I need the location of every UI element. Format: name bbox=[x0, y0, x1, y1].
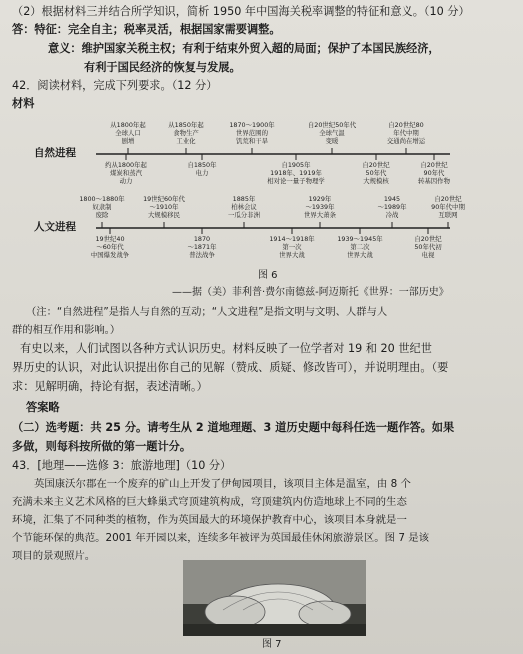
timeline-event-label: ～1989年 bbox=[377, 203, 407, 211]
answer-meaning-line2: 有利于国民经济的恢复与发展。 bbox=[84, 61, 241, 74]
timeline-event-label: 大规模核 bbox=[363, 177, 389, 185]
timeline-event-label: 互联网 bbox=[438, 211, 458, 219]
timeline-event-label: 第二次 bbox=[350, 243, 370, 251]
timeline-event-label: 废除 bbox=[95, 211, 109, 219]
timeline-event-label: 从1800年起 bbox=[110, 121, 146, 129]
timeline-event-label: 世界大萧条 bbox=[304, 211, 336, 219]
timeline-event-label: 世界范围的 bbox=[236, 129, 268, 137]
timeline-event-label: 第一次 bbox=[282, 243, 302, 251]
timeline-event-label: 1929年 bbox=[308, 195, 332, 203]
question-2-text: （2）根据材料三并结合所学知识，简析 1950 年中国海关税率调整的特征和意义。（10 分） bbox=[12, 5, 470, 18]
note-line2: 群的相互作用和影响。） bbox=[12, 324, 121, 336]
question-43-title: 43．[地理——选修 3：旅游地理]（10 分） bbox=[12, 459, 232, 472]
timeline-event-label: 年代中期 bbox=[393, 129, 419, 137]
section2-line1: （二）选考题：共 25 分。请考生从 2 道地理题、3 道历史题中每科任选一题作答。如果 bbox=[12, 421, 455, 434]
timeline-event-label: ～1939年 bbox=[305, 203, 335, 211]
timeline-event-label: ～1871年 bbox=[187, 243, 217, 251]
timeline-event-label: 世界大战 bbox=[347, 251, 373, 259]
timeline-event-label: 柏林会议 bbox=[231, 203, 257, 211]
timeline-event-label: 1945 bbox=[383, 195, 401, 203]
timeline-event-label: 自1850年 bbox=[187, 161, 217, 169]
timeline-event-label: 自20世纪 bbox=[362, 161, 390, 169]
timeline-event-label: 世界大战 bbox=[279, 251, 305, 259]
q43-para-line1: 英国康沃尔郡在一个废弃的矿山上开发了伊甸园项目，该项目主体是温室，由 8 个 bbox=[34, 478, 411, 490]
timeline-event-label: 1870 bbox=[193, 235, 211, 243]
timeline-event-label: 自1905年 bbox=[281, 161, 311, 169]
timeline-event-label: 19世纪60年代 bbox=[143, 195, 185, 203]
prompt-line1: 有史以来，人们试图以各种方式认识历史。材料反映了一位学者对 19 和 20 世纪世 bbox=[20, 342, 432, 355]
figure-6-caption: 图 6 bbox=[258, 270, 278, 281]
timeline-event-label: 奴隶制 bbox=[92, 203, 112, 211]
q43-para-line2: 充满未来主义艺术风格的巨大蜂巢式穹顶建筑构成，穹顶建筑内仿造地球上不同的生态 bbox=[12, 496, 407, 508]
timeline-event-label: 50年代初 bbox=[414, 243, 442, 251]
timeline-event-label: 电力 bbox=[195, 169, 209, 177]
timeline-event-label: ～60年代 bbox=[96, 243, 124, 251]
timeline-event-label: 自20世纪50年代 bbox=[307, 121, 357, 129]
timeline-event-label: 饥荒和干旱 bbox=[236, 137, 268, 145]
timeline-event-label: 动力 bbox=[119, 177, 133, 185]
answer-meaning-line1: 意义：维护国家关税主权；有利于结束外贸入超的局面；保护了本国民族经济， bbox=[48, 42, 440, 55]
answer-brief: 答案略 bbox=[26, 401, 60, 414]
timeline-event-label: 19世纪40 bbox=[95, 235, 125, 243]
timeline-event-label: 大规模移民 bbox=[148, 211, 180, 219]
timeline-event-label: 剧增 bbox=[121, 137, 135, 145]
timeline-event-label: 从1850年起 bbox=[168, 121, 204, 129]
timeline-event-label: 自20世纪 bbox=[414, 235, 442, 243]
q43-para-line4: 个节能环保的典范。2001 年开园以来，连续多年被评为英国最佳休闲旅游景区。图 7 是该 bbox=[12, 532, 430, 544]
timeline-event-label: 1918年、1919年 bbox=[270, 169, 322, 177]
timeline-event-label: ～1910年 bbox=[149, 203, 179, 211]
figure-7-caption: 图 7 bbox=[262, 639, 282, 650]
figure-6-source: ——据（美）菲利普·费尔南德兹-阿迈斯托《世界：一部历史》 bbox=[172, 287, 449, 298]
q43-para-line5: 项目的景观照片。 bbox=[12, 550, 96, 562]
timeline-event-label: 自20世纪 bbox=[420, 161, 448, 169]
timeline-event-label: 自20世纪 bbox=[434, 195, 462, 203]
timeline-event-label: 普法战争 bbox=[189, 251, 215, 259]
section2-line2: 多做，则每科按所做的第一题计分。 bbox=[12, 440, 192, 453]
material-label: 材料 bbox=[12, 97, 35, 110]
timeline-event-label: 约从1800年起 bbox=[105, 161, 147, 169]
prompt-line2: 界历史的认识，对此认识提出你自己的见解（赞成、质疑、修改皆可），并说明理由。（要 bbox=[12, 361, 449, 374]
prompt-line3: 求：见解明确，持论有据，表述清晰。） bbox=[12, 380, 208, 393]
timeline-event-label: 变暖 bbox=[325, 137, 339, 145]
timeline-event-label: 相对论一量子物理学 bbox=[267, 177, 325, 185]
row-label-nature: 自然进程 bbox=[34, 147, 76, 159]
answer-feature: 答：特征：完全自主；税率灵活，根据国家需要调整。 bbox=[12, 23, 281, 36]
timeline-event-label: 1914～1918年 bbox=[269, 235, 315, 243]
figure-6-timeline bbox=[30, 108, 500, 284]
q43-para-line3: 环境，汇集了不同种类的植物，作为英国最大的环境保护教育中心，该项目本身就是一 bbox=[12, 514, 407, 526]
question-42-title: 42．阅读材料，完成下列要求。（12 分） bbox=[12, 79, 218, 92]
timeline-event-label: 全球人口 bbox=[115, 129, 141, 137]
timeline-event-label: 中国爆发战争 bbox=[90, 251, 130, 259]
timeline-event-label: 1800～1880年 bbox=[79, 195, 125, 203]
timeline-event-label: 50年代 bbox=[365, 169, 387, 177]
timeline-event-label: 转基因作物 bbox=[418, 177, 450, 185]
timeline-event-label: 工业化 bbox=[176, 137, 196, 145]
timeline-event-label: 交通尚在增运 bbox=[386, 137, 426, 145]
timeline-event-label: 1939～1945年 bbox=[337, 235, 383, 243]
timeline-event-label: 全球气温 bbox=[319, 129, 345, 137]
timeline-event-label: 煤炭和蒸汽 bbox=[110, 169, 142, 177]
figure-7-photo bbox=[183, 560, 366, 636]
timeline-event-label: 一瓜分非洲 bbox=[228, 211, 260, 219]
timeline-event-label: 食物生产 bbox=[173, 129, 199, 137]
timeline-event-label: 1870～1900年 bbox=[229, 121, 275, 129]
timeline-event-label: 冷战 bbox=[385, 211, 399, 219]
row-label-human: 人文进程 bbox=[34, 221, 76, 233]
timeline-event-label: 90年代中期 bbox=[431, 203, 465, 211]
timeline-event-label: 90年代 bbox=[423, 169, 445, 177]
timeline-event-label: 1885年 bbox=[232, 195, 256, 203]
timeline-event-label: 自20世纪80 bbox=[388, 121, 424, 129]
note-line1: （注：“自然进程”是指人与自然的互动；“人文进程”是指文明与文明、人群与人 bbox=[26, 306, 388, 318]
timeline-event-label: 电视 bbox=[421, 251, 435, 259]
dome-illustration bbox=[183, 560, 366, 636]
